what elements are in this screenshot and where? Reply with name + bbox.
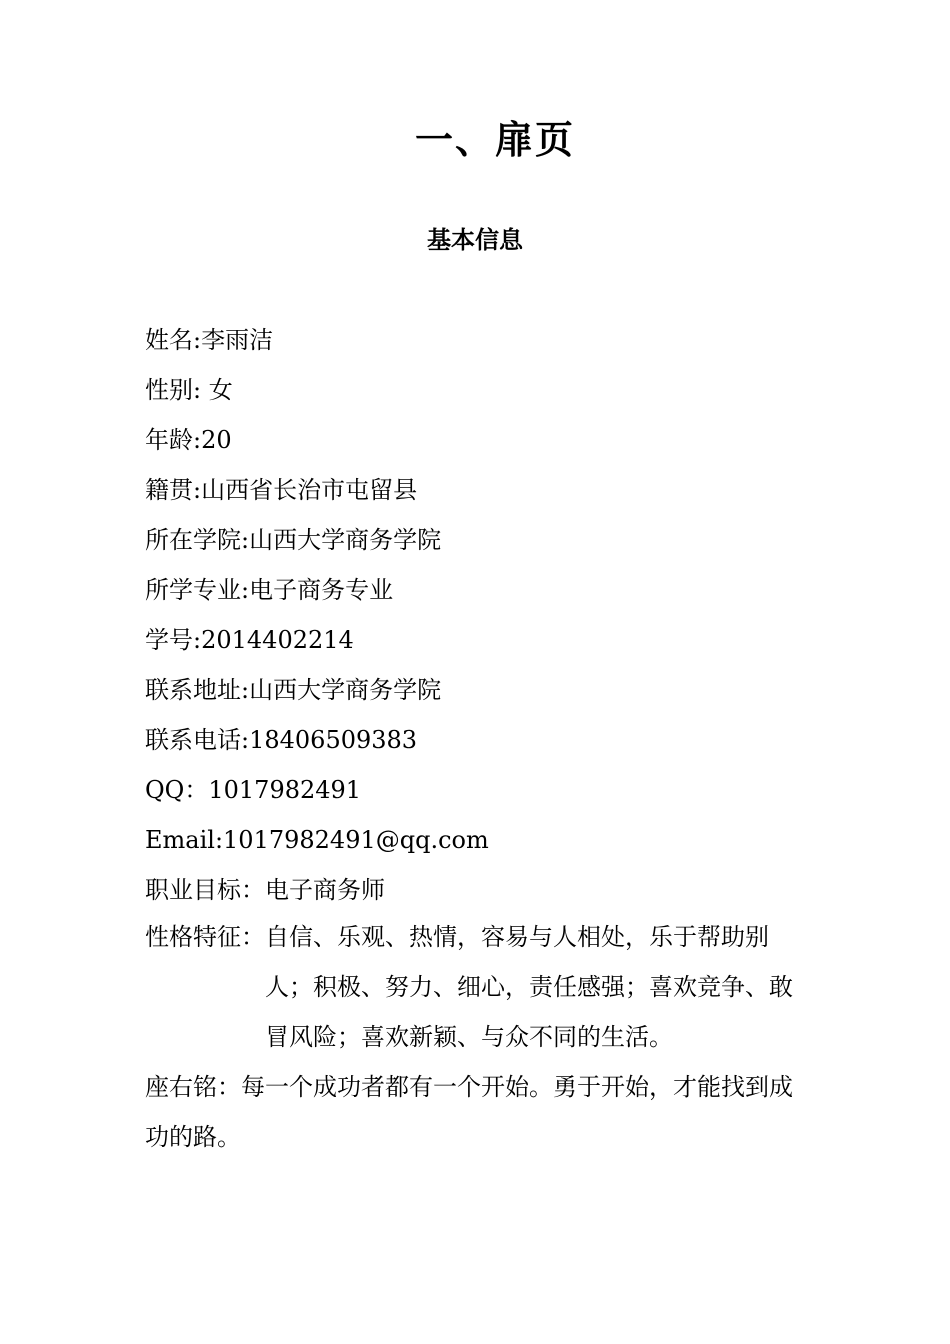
info-age xyxy=(145,415,815,465)
info-separator: : xyxy=(193,476,202,504)
info-gender xyxy=(145,365,815,415)
info-value: 女 xyxy=(208,376,233,404)
info-email xyxy=(145,815,815,865)
info-phone xyxy=(145,715,815,765)
info-separator: : xyxy=(193,626,202,654)
info-qq xyxy=(145,765,815,815)
page-title: 一、扉页 xyxy=(414,117,575,162)
info-label: 职业目标 xyxy=(145,876,241,904)
info-label: 姓名 xyxy=(145,326,193,354)
info-label: 学号 xyxy=(145,626,193,654)
info-label: 所在学院 xyxy=(145,526,241,554)
info-value: 电子商务专业 xyxy=(249,576,394,604)
info-separator: : xyxy=(241,576,250,604)
info-value: 山西大学商务学院 xyxy=(249,526,442,554)
info-separator: : xyxy=(241,726,250,754)
motto-label: 座右铭： xyxy=(145,1073,241,1101)
info-major xyxy=(145,565,815,615)
personality-traits xyxy=(145,912,815,1062)
info-value: 山西大学商务学院 xyxy=(249,676,442,704)
info-label: 籍贯 xyxy=(145,476,193,504)
info-value: 山西省长治市屯留县 xyxy=(201,476,418,504)
info-value: 1017982491@qq.com xyxy=(223,826,489,854)
info-value: 2014402214 xyxy=(201,626,354,654)
info-student-id xyxy=(145,615,815,665)
info-separator: : xyxy=(241,676,250,704)
info-career-goal xyxy=(145,865,815,915)
info-separator: : xyxy=(214,826,224,854)
info-separator: ： xyxy=(241,876,265,904)
section-subtitle: 基本信息 xyxy=(427,225,523,254)
info-label: QQ xyxy=(145,776,185,804)
traits-value: 自信、乐观、热情，容易与人相处，乐于帮助别人；积极、努力、细心，责任感强；喜欢竞争、敢冒风险；喜欢新颖、与众不同的生活。 xyxy=(265,923,793,1051)
traits-label: 性格特征： xyxy=(145,923,265,951)
info-value: 20 xyxy=(201,426,232,454)
motto xyxy=(145,1062,813,1162)
info-separator: ： xyxy=(184,776,209,804)
info-label: 性别 xyxy=(145,376,193,404)
info-address xyxy=(145,665,815,715)
info-separator: : xyxy=(193,326,202,354)
basic-info-list xyxy=(145,315,815,915)
info-value: 李雨洁 xyxy=(201,326,274,354)
info-label: 所学专业 xyxy=(145,576,241,604)
info-name xyxy=(145,315,815,365)
info-label: 联系电话 xyxy=(145,726,241,754)
motto-value: 每一个成功者都有一个开始。勇于开始，才能找到成功的路。 xyxy=(145,1073,793,1151)
info-separator: : xyxy=(241,526,250,554)
info-separator: : xyxy=(193,426,202,454)
info-value: 电子商务师 xyxy=(265,876,385,904)
info-value: 18406509383 xyxy=(249,726,418,754)
info-label: 年龄 xyxy=(145,426,193,454)
info-hometown xyxy=(145,465,815,515)
info-label: Email xyxy=(145,826,215,854)
info-separator: : xyxy=(193,376,209,404)
info-label: 联系地址 xyxy=(145,676,241,704)
info-value: 1017982491 xyxy=(208,776,362,804)
info-college xyxy=(145,515,815,565)
